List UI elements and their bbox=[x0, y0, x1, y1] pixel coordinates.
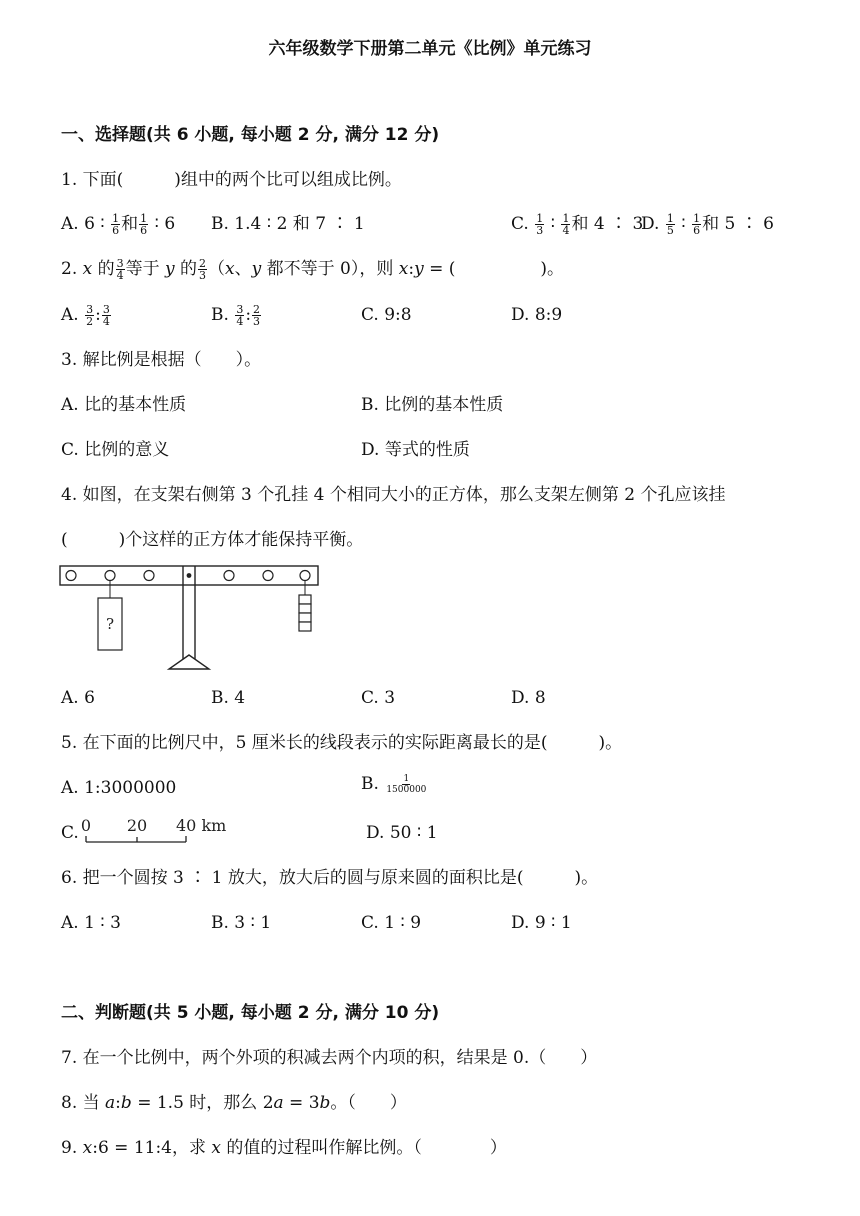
question-1-option-d[interactable]: D. $\frac{1}{5}$ ∶ $\frac{1}{6}$ 和 5 ∶ 6 bbox=[641, 212, 774, 237]
stand-base bbox=[169, 655, 209, 669]
question-9: 9. x:6 = 11:4，求 x 的值的过程叫作解比例。（ ） bbox=[61, 1138, 507, 1158]
unknown-weight-label: ? bbox=[105, 615, 115, 633]
question-2-option-d[interactable]: D. 8:9 bbox=[511, 305, 563, 325]
scale-bar bbox=[78, 814, 238, 848]
question-3-stem: 3. 解比例是根据（ ）。 bbox=[61, 350, 262, 370]
question-3-option-a[interactable]: A. 比的基本性质 bbox=[61, 395, 187, 415]
question-4-option-a[interactable]: A. 6 bbox=[61, 688, 95, 708]
hole-left-3 bbox=[105, 571, 115, 581]
question-2-option-b[interactable]: B. $\frac{3}{4}$ : $\frac{2}{3}$ bbox=[211, 303, 261, 328]
question-1-option-b[interactable]: B. 1.4 ∶ 2 和 7 ∶ 1 bbox=[211, 214, 365, 234]
question-2-option-a[interactable]: A. $\frac{3}{2}$ : $\frac{3}{4}$ bbox=[61, 303, 110, 328]
question-6-option-a[interactable]: A. 1 ∶ 3 bbox=[61, 913, 121, 933]
cube-4 bbox=[299, 622, 311, 631]
hole-left-2 bbox=[144, 571, 154, 581]
question-6-stem: 6. 把一个圆按 3 ∶ 1 放大，放大后的圆与原来圆的面积比是( )。 bbox=[61, 868, 599, 888]
cube-2 bbox=[299, 604, 311, 613]
question-6-option-c[interactable]: C. 1 ∶ 9 bbox=[361, 913, 422, 933]
hole-right-2 bbox=[263, 571, 273, 581]
question-5-option-a[interactable]: A. 1:3000000 bbox=[61, 778, 177, 798]
scale-tick-label-20: 20 bbox=[126, 816, 148, 835]
question-4-option-c[interactable]: C. 3 bbox=[361, 688, 396, 708]
pivot-dot bbox=[187, 573, 192, 578]
scale-tick-label-40km: 40 km bbox=[176, 816, 227, 835]
question-5-stem: 5. 在下面的比例尺中，5 厘米长的线段表示的实际距离最长的是( )。 bbox=[61, 733, 623, 753]
question-4-option-d[interactable]: D. 8 bbox=[511, 688, 546, 708]
section-heading-choice: 一、选择题(共 6 小题, 每小题 2 分, 满分 12 分) bbox=[61, 125, 440, 145]
scale-tick-label-0: 0 bbox=[80, 816, 92, 835]
question-1-option-c[interactable]: C. $\frac{1}{3}$ ∶ $\frac{1}{4}$ 和 4 ∶ 3 bbox=[511, 212, 644, 237]
hole-right-1 bbox=[224, 571, 234, 581]
question-1-stem: 1. 下面( )组中的两个比可以组成比例。 bbox=[61, 170, 402, 190]
question-4-stem-line-2: ( )个这样的正方体才能保持平衡。 bbox=[61, 530, 364, 550]
question-3-option-c[interactable]: C. 比例的意义 bbox=[61, 440, 170, 460]
question-5-option-b[interactable]: B. $\frac{1}{1500000}$ bbox=[361, 774, 427, 795]
question-3-option-b[interactable]: B. 比例的基本性质 bbox=[361, 395, 504, 415]
section-heading-judgement: 二、判断题(共 5 小题, 每小题 2 分, 满分 10 分) bbox=[61, 1003, 440, 1023]
question-6-option-b[interactable]: B. 3 ∶ 1 bbox=[211, 913, 272, 933]
hole-right-3 bbox=[300, 571, 310, 581]
question-1-option-a[interactable]: A. 6 ∶ $\frac{1}{6}$ 和 $\frac{1}{6}$ ∶ 6 bbox=[61, 212, 176, 237]
question-4-stem-line-1: 4. 如图，在支架右侧第 3 个孔挂 4 个相同大小的正方体，那么支架左侧第 2 个孔应该挂 bbox=[61, 485, 726, 505]
question-8: 8. 当 a:b = 1.5 时，那么 2a = 3b。（ ） bbox=[61, 1093, 407, 1113]
question-3-option-d[interactable]: D. 等式的性质 bbox=[361, 440, 470, 460]
hole-left-4 bbox=[66, 571, 76, 581]
question-2-option-c[interactable]: C. 9:8 bbox=[361, 305, 412, 325]
question-6-option-d[interactable]: D. 9 ∶ 1 bbox=[511, 913, 572, 933]
question-5-option-c[interactable]: C. bbox=[61, 823, 79, 843]
cube-3 bbox=[299, 613, 311, 622]
question-5-option-d[interactable]: D. 50 ∶ 1 bbox=[366, 823, 438, 843]
cube-1 bbox=[299, 595, 311, 604]
question-7: 7. 在一个比例中，两个外项的积减去两个内项的积，结果是 0.（ ） bbox=[61, 1048, 598, 1068]
question-2-stem: 2. x 的 $\frac{3}{4}$ 等于 y 的 $\frac{2}{3}$ （x、y 都不等于 0），则 x:y = ( )。 bbox=[61, 257, 565, 282]
page-title: 六年级数学下册第二单元《比例》单元练习 bbox=[268, 39, 592, 59]
question-4-option-b[interactable]: B. 4 bbox=[211, 688, 246, 708]
balance-figure bbox=[58, 562, 322, 674]
